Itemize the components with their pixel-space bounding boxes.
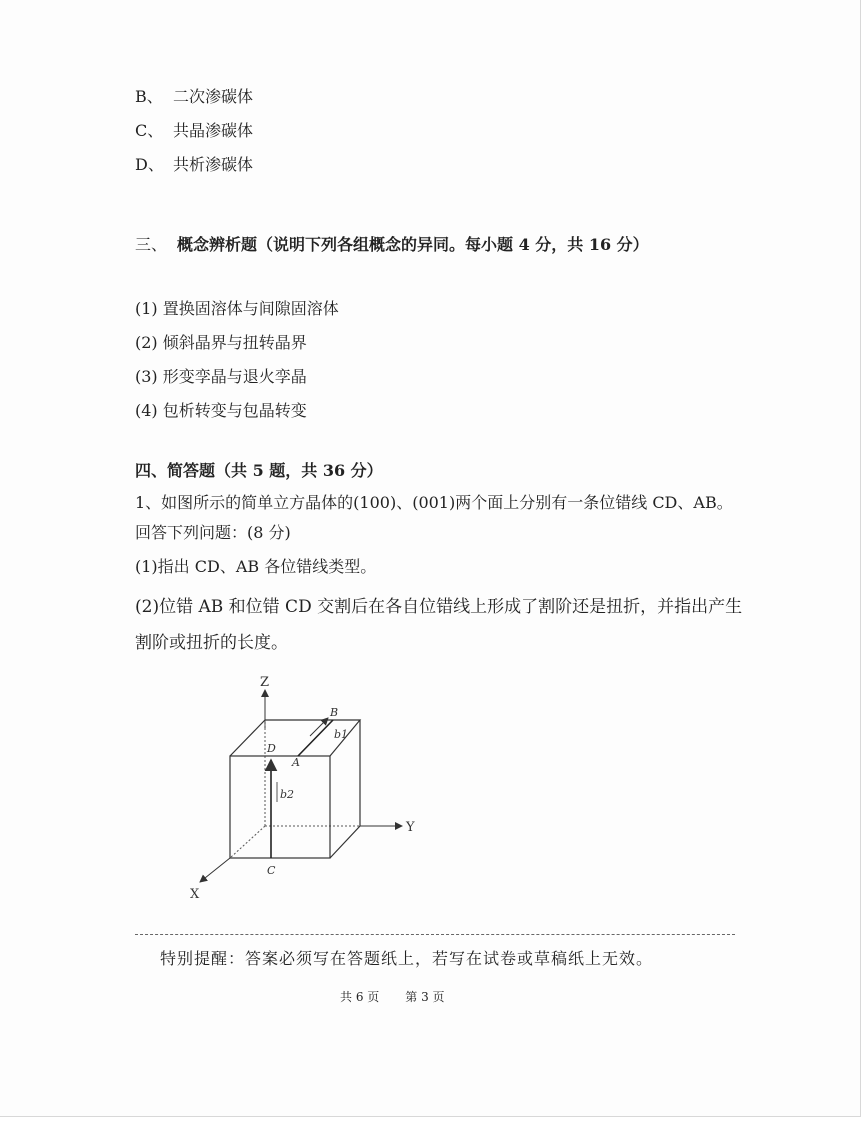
y-axis-label: Y	[406, 820, 415, 835]
concept-item: (2) 倾斜晶界与扭转晶界	[135, 333, 307, 352]
option-d	[135, 152, 253, 175]
option-letter: C、	[135, 121, 164, 140]
footer-notice: 特别提醒：答案必须写在答题纸上，若写在试卷或草稿纸上无效。	[160, 949, 654, 968]
section3-title: 概念辨析题（说明下列各组概念的异同。每小题 4 分，共 16 分）	[177, 235, 649, 254]
cube-dislocation-figure	[170, 668, 430, 908]
label-b: B	[330, 706, 339, 719]
label-a: A	[292, 756, 300, 769]
section4-heading: 四、简答题（共 5 题，共 36 分）	[135, 461, 383, 480]
page-number	[340, 988, 471, 1005]
question1-score: 回答下列问题：(8 分)	[135, 523, 291, 542]
concept-item: (4) 包析转变与包晶转变	[135, 401, 307, 420]
cube-front-face	[230, 756, 330, 858]
x-axis-label: X	[190, 887, 200, 902]
option-letter: B、	[135, 87, 163, 106]
label-b1: b1	[334, 728, 349, 741]
question1-text: 1、如图所示的简单立方晶体的(100)、(001)两个面上分别有一条位错线 CD、AB。	[135, 493, 733, 512]
question1-sub1: (1)指出 CD、AB 各位错线类型。	[135, 557, 377, 576]
question1-sub2: (2)位错 AB 和位错 CD 交割后在各自位错线上形成了割阶还是扭折，并指出产生	[135, 597, 743, 617]
concept-item: (3) 形变孪晶与退火孪晶	[135, 367, 307, 386]
option-c	[135, 118, 253, 141]
option-text: 共析渗碳体	[173, 155, 254, 174]
z-axis-label: Z	[260, 675, 270, 690]
option-letter: D、	[135, 155, 164, 174]
option-text: 共晶渗碳体	[173, 121, 254, 140]
section3-number: 三、	[135, 235, 168, 254]
x-axis-line	[200, 858, 230, 882]
option-text: 二次渗碳体	[173, 87, 254, 106]
dislocation-ab	[298, 720, 333, 756]
footer-divider	[135, 934, 735, 935]
label-c: C	[267, 864, 276, 877]
concept-item: (1) 置换固溶体与间隙固溶体	[135, 299, 339, 318]
total-pages: 共 6 页	[340, 990, 380, 1004]
current-page: 第 3 页	[405, 990, 445, 1004]
label-b2: b2	[280, 788, 295, 801]
hidden-edge	[230, 826, 265, 858]
section3-heading	[135, 232, 649, 255]
question1-sub2-cont: 割阶或扭折的长度。	[135, 633, 288, 653]
label-d: D	[267, 742, 276, 755]
option-b	[135, 84, 253, 107]
